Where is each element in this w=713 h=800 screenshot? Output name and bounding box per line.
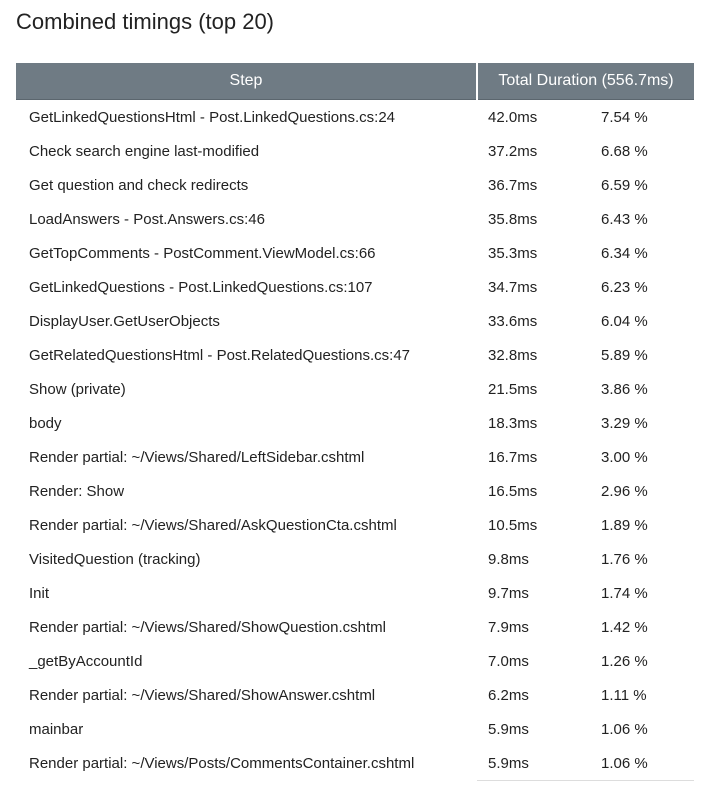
step-name: GetLinkedQuestions - Post.LinkedQuestions.cs:107	[29, 278, 373, 296]
percent-value: 6.59 %	[601, 176, 648, 194]
percent-value: 6.04 %	[601, 312, 648, 330]
percent-value: 6.23 %	[601, 278, 648, 296]
step-column-header: Step	[16, 63, 477, 100]
table-row	[16, 236, 694, 270]
duration-value: 7.9ms	[488, 618, 529, 636]
step-name: VisitedQuestion (tracking)	[29, 550, 201, 568]
duration-value: 16.7ms	[488, 448, 538, 466]
table-row	[16, 134, 694, 168]
percent-value: 1.11 %	[601, 686, 647, 704]
percent-value: 7.54 %	[601, 108, 648, 126]
step-name: Render: Show	[29, 482, 125, 500]
step-name: GetRelatedQuestionsHtml - Post.RelatedQuestions.cs:47	[29, 346, 411, 364]
step-name: Render partial: ~/Views/Shared/AskQuestionCta.cshtml	[29, 516, 397, 534]
duration-value: 21.5ms	[488, 380, 538, 398]
percent-value: 3.29 %	[601, 414, 648, 432]
step-name: Show (private)	[29, 380, 126, 398]
duration-value: 33.6ms	[488, 312, 538, 330]
table-body	[16, 100, 694, 781]
step-name: Init	[29, 584, 50, 602]
duration-value: 36.7ms	[488, 176, 538, 194]
table-row	[16, 576, 694, 610]
percent-value: 3.86 %	[601, 380, 648, 398]
step-name: body	[29, 414, 62, 432]
table-row	[16, 440, 694, 474]
percent-value: 3.00 %	[601, 448, 648, 466]
percent-value: 1.06 %	[583, 746, 694, 781]
percent-value: 6.34 %	[601, 244, 648, 262]
table-header-row	[16, 63, 694, 100]
step-name: Render partial: ~/Views/Shared/LeftSidebar.cshtml	[29, 448, 365, 466]
duration-value: 32.8ms	[488, 346, 538, 364]
table-row	[16, 202, 694, 236]
percent-value: 2.96 %	[601, 482, 648, 500]
table-row	[16, 712, 694, 746]
table-row	[16, 746, 694, 781]
duration-value: 37.2ms	[488, 142, 538, 160]
duration-value: 42.0ms	[488, 108, 538, 126]
duration-value: 35.3ms	[488, 244, 538, 262]
table-row	[16, 406, 694, 440]
step-name: LoadAnswers - Post.Answers.cs:46	[29, 210, 265, 228]
table-row	[16, 474, 694, 508]
step-name: GetTopComments - PostComment.ViewModel.cs:66	[29, 244, 376, 262]
duration-value: 34.7ms	[488, 278, 538, 296]
percent-value: 1.06 %	[601, 720, 648, 738]
step-name: GetLinkedQuestionsHtml - Post.LinkedQuestions.cs:24	[29, 108, 396, 126]
duration-value: 10.5ms	[488, 516, 538, 534]
table-row	[16, 610, 694, 644]
percent-value: 1.76 %	[601, 550, 648, 568]
step-name: _getByAccountId	[29, 652, 143, 670]
step-name: Render partial: ~/Views/Posts/CommentsContainer.cshtml	[29, 754, 415, 772]
percent-value: 5.89 %	[601, 346, 648, 364]
step-name: DisplayUser.GetUserObjects	[29, 312, 220, 330]
percent-value: 1.74 %	[601, 584, 648, 602]
total-duration-column-header: Total Duration (556.7ms)	[477, 63, 694, 100]
table-row	[16, 270, 694, 304]
step-name: Get question and check redirects	[29, 176, 249, 194]
percent-value: 1.42 %	[601, 618, 648, 636]
duration-value: 5.9ms	[477, 746, 583, 781]
duration-value: 9.7ms	[488, 584, 529, 602]
duration-value: 9.8ms	[488, 550, 529, 568]
table-row	[16, 372, 694, 406]
duration-value: 16.5ms	[488, 482, 538, 500]
page-title: Combined timings (top 20)	[16, 9, 275, 34]
duration-value: 5.9ms	[488, 720, 529, 738]
duration-value: 18.3ms	[488, 414, 538, 432]
step-name: Check search engine last-modified	[29, 142, 260, 160]
table-row	[16, 644, 694, 678]
percent-value: 6.43 %	[601, 210, 648, 228]
step-name: Render partial: ~/Views/Shared/ShowAnswer.cshtml	[29, 686, 376, 704]
combined-timings-table	[16, 63, 694, 781]
table-row	[16, 100, 694, 135]
table-row	[16, 168, 694, 202]
duration-value: 7.0ms	[488, 652, 529, 670]
table-row	[16, 508, 694, 542]
table-row	[16, 338, 694, 372]
percent-value: 1.26 %	[601, 652, 648, 670]
table-row	[16, 304, 694, 338]
percent-value: 6.68 %	[601, 142, 648, 160]
percent-value: 1.89 %	[601, 516, 648, 534]
duration-value: 6.2ms	[488, 686, 529, 704]
step-name: mainbar	[29, 720, 84, 738]
table-row	[16, 678, 694, 712]
step-name: Render partial: ~/Views/Shared/ShowQuestion.cshtml	[29, 618, 386, 636]
duration-value: 35.8ms	[488, 210, 538, 228]
table-row	[16, 542, 694, 576]
